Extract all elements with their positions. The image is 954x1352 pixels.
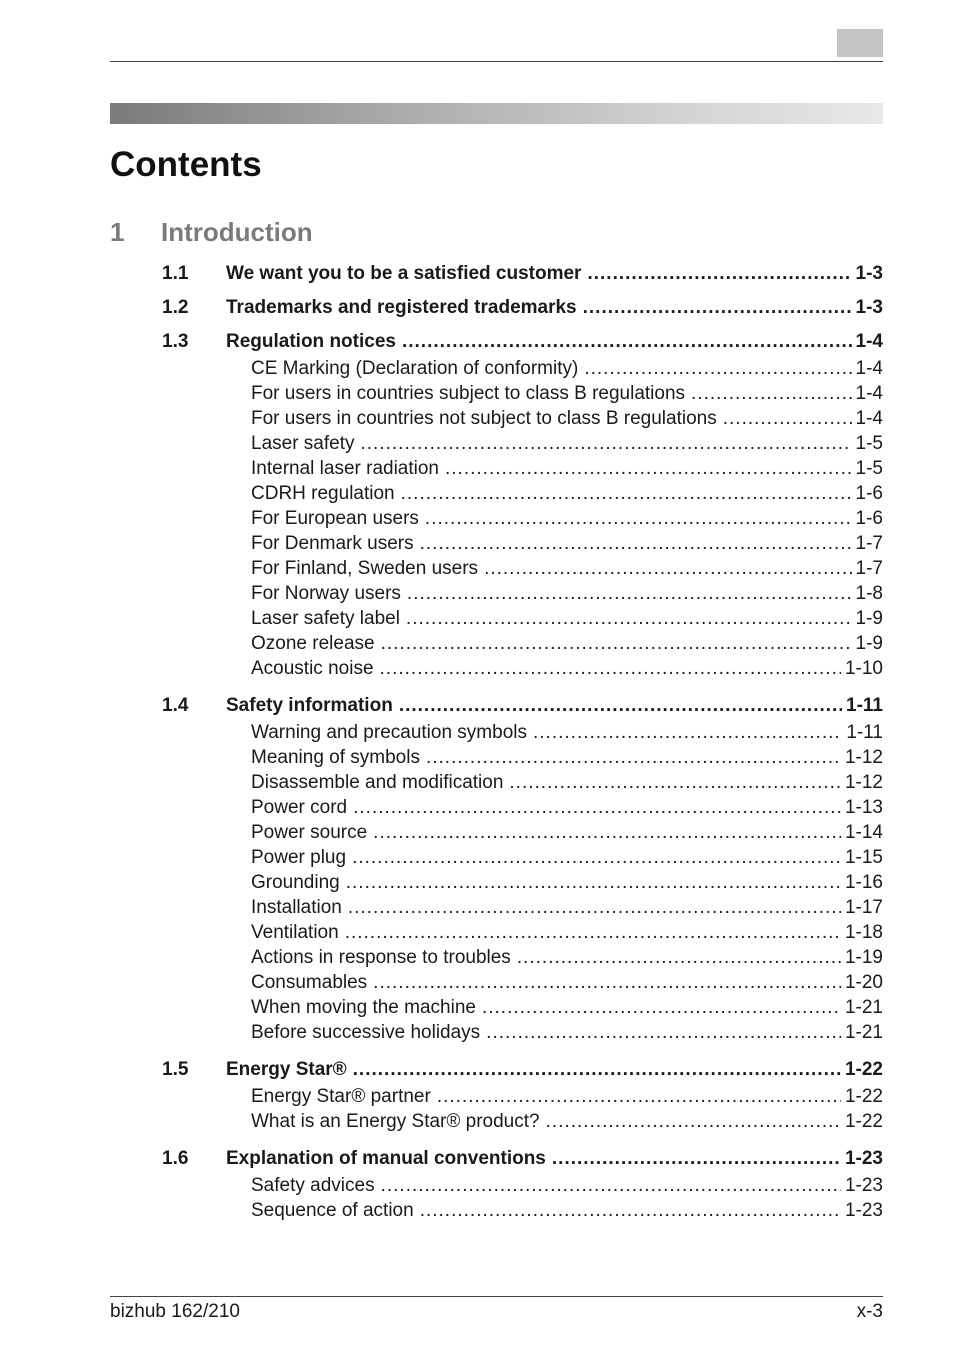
toc-dot-leader <box>583 296 852 320</box>
toc-dot-leader <box>587 262 851 286</box>
toc-entry-title: Power source <box>251 822 368 843</box>
toc-entry-title: Internal laser radiation <box>251 458 439 479</box>
toc-section-row[interactable] <box>162 1147 883 1171</box>
chapter-number: 1 <box>110 217 125 247</box>
toc-entry-title: Actions in response to troubles <box>251 947 511 968</box>
toc-entry-title: For users in countries not subject to class B regulations <box>251 408 717 429</box>
toc-subsection-row[interactable] <box>251 921 883 945</box>
toc-page-number: 1-9 <box>855 608 883 629</box>
toc-subsection-row[interactable] <box>251 632 883 656</box>
toc-page-number: 1-13 <box>844 797 883 818</box>
toc-subsection-row[interactable] <box>251 1085 883 1109</box>
toc-dot-leader <box>420 532 852 556</box>
toc-page-number: 1-5 <box>855 458 883 479</box>
toc-entry-title: Explanation of manual conventions <box>226 1148 546 1169</box>
toc-page-number: 1-16 <box>844 872 883 893</box>
toc-entry-title: Disassemble and modification <box>251 772 504 793</box>
toc-page-number: 1-20 <box>844 972 883 993</box>
toc-section-number: 1.5 <box>162 1059 189 1080</box>
toc-subsection-row[interactable] <box>251 432 883 456</box>
toc-dot-leader <box>425 507 852 531</box>
toc-entry-title: Safety advices <box>251 1175 375 1196</box>
toc-entry-title: Energy Star® <box>226 1059 347 1080</box>
toc-section-row[interactable] <box>162 694 883 718</box>
toc-subsection-row[interactable] <box>251 407 883 431</box>
toc-entry-title: Laser safety label <box>251 608 400 629</box>
toc-dot-leader <box>552 1147 841 1171</box>
toc-dot-leader <box>346 871 841 895</box>
toc-dot-leader <box>723 407 852 431</box>
toc-dot-leader <box>445 457 852 481</box>
toc-page-number: 1-23 <box>844 1200 883 1221</box>
toc-subsection-row[interactable] <box>251 382 883 406</box>
toc-subsection-row[interactable] <box>251 582 883 606</box>
toc-entry-title: CDRH regulation <box>251 483 395 504</box>
toc-page-number: 1-3 <box>855 263 883 284</box>
toc-entry-title: For Finland, Sweden users <box>251 558 479 579</box>
toc-subsection-row[interactable] <box>251 971 883 995</box>
toc-section-row[interactable] <box>162 330 883 354</box>
toc-subsection-row[interactable] <box>251 996 883 1020</box>
toc-page-number: 1-6 <box>855 508 883 529</box>
toc-page-number: 1-17 <box>844 897 883 918</box>
toc-dot-leader <box>426 746 841 770</box>
toc-page-number: 1-4 <box>855 383 883 404</box>
toc-page-number: 1-4 <box>855 408 883 429</box>
page-title: Contents <box>110 145 262 184</box>
toc-section-number: 1.6 <box>162 1148 189 1169</box>
toc-section-number: 1.3 <box>162 331 189 352</box>
toc-entry-title: What is an Energy Star® product? <box>251 1111 540 1132</box>
toc-subsection-row[interactable] <box>251 1110 883 1134</box>
toc-subsection-row[interactable] <box>251 1174 883 1198</box>
toc-page-number: 1-22 <box>844 1086 883 1107</box>
toc-page-number: 1-11 <box>846 722 883 743</box>
toc-dot-leader <box>509 771 841 795</box>
toc-subsection-row[interactable] <box>251 1021 883 1045</box>
toc-subsection-row[interactable] <box>251 771 883 795</box>
chapter-tab-marker <box>837 29 883 57</box>
footer-rule <box>110 1296 883 1297</box>
toc-entry-title: Energy Star® partner <box>251 1086 431 1107</box>
toc-subsection-row[interactable] <box>251 657 883 681</box>
toc-subsection-row[interactable] <box>251 796 883 820</box>
toc-dot-leader <box>373 971 841 995</box>
toc-section-number: 1.4 <box>162 695 189 716</box>
toc-entry-title: Safety information <box>226 695 393 716</box>
toc-dot-leader <box>584 357 851 381</box>
toc-dot-leader <box>406 607 852 631</box>
toc-page-number: 1-4 <box>855 358 883 379</box>
toc-dot-leader <box>352 846 841 870</box>
toc-subsection-row[interactable] <box>251 1199 883 1223</box>
toc-entry-title: For European users <box>251 508 419 529</box>
toc-dot-leader <box>361 432 852 456</box>
header-rule <box>110 61 883 62</box>
toc-page-number: 1-23 <box>844 1175 883 1196</box>
toc-page-number: 1-8 <box>855 583 883 604</box>
toc-subsection-row[interactable] <box>251 871 883 895</box>
toc-section-row[interactable] <box>162 296 883 320</box>
toc-subsection-row[interactable] <box>251 532 883 556</box>
toc-dot-leader <box>401 482 852 506</box>
toc-page-number: 1-3 <box>855 297 883 318</box>
toc-subsection-row[interactable] <box>251 457 883 481</box>
title-gradient-bar <box>110 103 883 124</box>
toc-section-number: 1.2 <box>162 297 189 318</box>
toc-page-number: 1-21 <box>844 997 883 1018</box>
toc-entry-title: We want you to be a satisfied customer <box>226 263 582 284</box>
toc-entry-title: Installation <box>251 897 342 918</box>
toc-subsection-row[interactable] <box>251 607 883 631</box>
toc-dot-leader <box>345 921 841 945</box>
footer-product: bizhub 162/210 <box>110 1301 240 1322</box>
toc-page-number: 1-4 <box>855 331 883 352</box>
chapter-title: Introduction <box>161 217 313 247</box>
toc-dot-leader <box>482 996 841 1020</box>
toc-entry-title: For Norway users <box>251 583 401 604</box>
toc-subsection-row[interactable] <box>251 507 883 531</box>
toc-section-row[interactable] <box>162 1058 883 1082</box>
toc-dot-leader <box>533 721 842 745</box>
toc-dot-leader <box>353 1058 841 1082</box>
toc-dot-leader <box>348 896 841 920</box>
toc-dot-leader <box>381 1174 841 1198</box>
toc-section-row[interactable] <box>162 262 883 286</box>
toc-subsection-row[interactable] <box>251 946 883 970</box>
toc-dot-leader <box>486 1021 841 1045</box>
toc-page-number: 1-14 <box>844 822 883 843</box>
toc-page-number: 1-9 <box>855 633 883 654</box>
toc-subsection-row[interactable] <box>251 557 883 581</box>
toc-subsection-row[interactable] <box>251 746 883 770</box>
toc-dot-leader <box>373 821 841 845</box>
toc-dot-leader <box>381 632 852 656</box>
toc-page-number: 1-10 <box>844 658 883 679</box>
toc-entry-title: Sequence of action <box>251 1200 414 1221</box>
toc-dot-leader <box>402 330 852 354</box>
toc-entry-title: Before successive holidays <box>251 1022 481 1043</box>
toc-dot-leader <box>380 657 841 681</box>
toc-dot-leader <box>399 694 842 718</box>
toc-subsection-row[interactable] <box>251 721 883 745</box>
toc-subsection-row[interactable] <box>251 357 883 381</box>
toc-page-number: 1-21 <box>844 1022 883 1043</box>
toc-entry-title: Ozone release <box>251 633 375 654</box>
toc-entry-title: Consumables <box>251 972 368 993</box>
toc-entry-title: Grounding <box>251 872 340 893</box>
footer-page-number: x-3 <box>856 1301 883 1322</box>
toc-dot-leader <box>437 1085 841 1109</box>
toc-entry-title: Meaning of symbols <box>251 747 420 768</box>
toc-entry-title: Power cord <box>251 797 348 818</box>
toc-entry-title: Power plug <box>251 847 347 868</box>
toc-page-number: 1-19 <box>844 947 883 968</box>
toc-entry-title: Acoustic noise <box>251 658 374 679</box>
toc-entry-title: Trademarks and registered trademarks <box>226 297 577 318</box>
toc-dot-leader <box>484 557 851 581</box>
toc-entry-title: Ventilation <box>251 922 339 943</box>
toc-page-number: 1-23 <box>844 1148 883 1169</box>
toc-entry-title: When moving the machine <box>251 997 476 1018</box>
toc-page-number: 1-5 <box>855 433 883 454</box>
toc-subsection-row[interactable] <box>251 846 883 870</box>
toc-entry-title: For Denmark users <box>251 533 414 554</box>
toc-page-number: 1-15 <box>844 847 883 868</box>
toc-entry-title: For users in countries subject to class B regulations <box>251 383 686 404</box>
toc-subsection-row[interactable] <box>251 821 883 845</box>
toc-dot-leader <box>546 1110 841 1134</box>
toc-page-number: 1-18 <box>844 922 883 943</box>
toc-dot-leader <box>517 946 841 970</box>
toc-page-number: 1-22 <box>844 1111 883 1132</box>
toc-entry-title: Warning and precaution symbols <box>251 722 527 743</box>
toc-section-number: 1.1 <box>162 263 189 284</box>
toc-page-number: 1-12 <box>844 747 883 768</box>
toc-entry-title: CE Marking (Declaration of conformity) <box>251 358 579 379</box>
toc-entry-title: Laser safety <box>251 433 355 454</box>
toc-page-number: 1-11 <box>846 695 883 716</box>
toc-subsection-row[interactable] <box>251 896 883 920</box>
toc-page-number: 1-7 <box>855 533 883 554</box>
toc-entry-title: Regulation notices <box>226 331 396 352</box>
toc-page-number: 1-7 <box>855 558 883 579</box>
toc-page-number: 1-22 <box>844 1059 883 1080</box>
toc-subsection-row[interactable] <box>251 482 883 506</box>
toc-dot-leader <box>407 582 852 606</box>
toc-dot-leader <box>420 1199 841 1223</box>
toc-dot-leader <box>353 796 841 820</box>
toc-dot-leader <box>691 382 852 406</box>
toc-page-number: 1-12 <box>844 772 883 793</box>
toc-page-number: 1-6 <box>855 483 883 504</box>
